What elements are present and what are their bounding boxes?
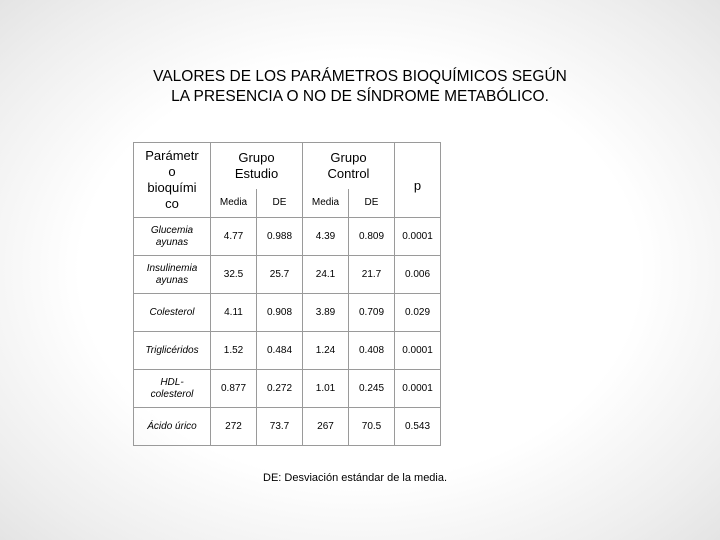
row-label: Colesterol (134, 294, 211, 332)
row-label: HDL- colesterol (134, 370, 211, 408)
media-estudio-cell: 4.77 (211, 218, 257, 256)
de-estudio-cell: 0.908 (257, 294, 303, 332)
header-grupo-control: Grupo Control (303, 143, 395, 189)
media-control-cell: 1.24 (303, 332, 349, 370)
de-estudio-cell: 73.7 (257, 408, 303, 446)
media-control-cell: 24.1 (303, 256, 349, 294)
table-row (134, 408, 441, 446)
table-row (134, 294, 441, 332)
header-p: p (395, 143, 441, 218)
title-line-1: VALORES DE LOS PARÁMETROS BIOQUÍMICOS SEGÚN (153, 68, 567, 85)
de-estudio-cell: 0.484 (257, 332, 303, 370)
slide-title (100, 67, 620, 107)
row-label: Insulinemia ayunas (134, 256, 211, 294)
header-de-estudio: DE (257, 189, 303, 218)
de-control-cell: 0.408 (349, 332, 395, 370)
header-de-control: DE (349, 189, 395, 218)
biochemical-parameters-table (133, 142, 441, 446)
p-value-cell: 0.029 (395, 294, 441, 332)
p-value-cell: 0.543 (395, 408, 441, 446)
table-row (134, 332, 441, 370)
table-row (134, 256, 441, 294)
media-estudio-cell: 32.5 (211, 256, 257, 294)
header-parametro: Parámetr o bioquími co (134, 143, 211, 218)
p-value-cell: 0.006 (395, 256, 441, 294)
media-estudio-cell: 272 (211, 408, 257, 446)
row-label: Triglicéridos (134, 332, 211, 370)
media-control-cell: 267 (303, 408, 349, 446)
p-value-cell: 0.0001 (395, 218, 441, 256)
row-label: Glucemia ayunas (134, 218, 211, 256)
de-estudio-cell: 0.272 (257, 370, 303, 408)
media-control-cell: 3.89 (303, 294, 349, 332)
footnote: DE: Desviación estándar de la media. (263, 472, 448, 484)
media-estudio-cell: 1.52 (211, 332, 257, 370)
de-control-cell: 0.809 (349, 218, 395, 256)
header-grupo-estudio: Grupo Estudio (211, 143, 303, 189)
p-value-cell: 0.0001 (395, 332, 441, 370)
header-media-control: Media (303, 189, 349, 218)
de-control-cell: 0.709 (349, 294, 395, 332)
de-control-cell: 21.7 (349, 256, 395, 294)
title-line-2: LA PRESENCIA O NO DE SÍNDROME METABÓLICO. (171, 88, 549, 105)
de-control-cell: 70.5 (349, 408, 395, 446)
table-row (134, 218, 441, 256)
de-estudio-cell: 0.988 (257, 218, 303, 256)
table-row (134, 370, 441, 408)
media-control-cell: 1.01 (303, 370, 349, 408)
media-estudio-cell: 0.877 (211, 370, 257, 408)
de-control-cell: 0.245 (349, 370, 395, 408)
media-control-cell: 4.39 (303, 218, 349, 256)
de-estudio-cell: 25.7 (257, 256, 303, 294)
media-estudio-cell: 4.11 (211, 294, 257, 332)
header-media-estudio: Media (211, 189, 257, 218)
p-value-cell: 0.0001 (395, 370, 441, 408)
row-label: Ácido úrico (134, 408, 211, 446)
